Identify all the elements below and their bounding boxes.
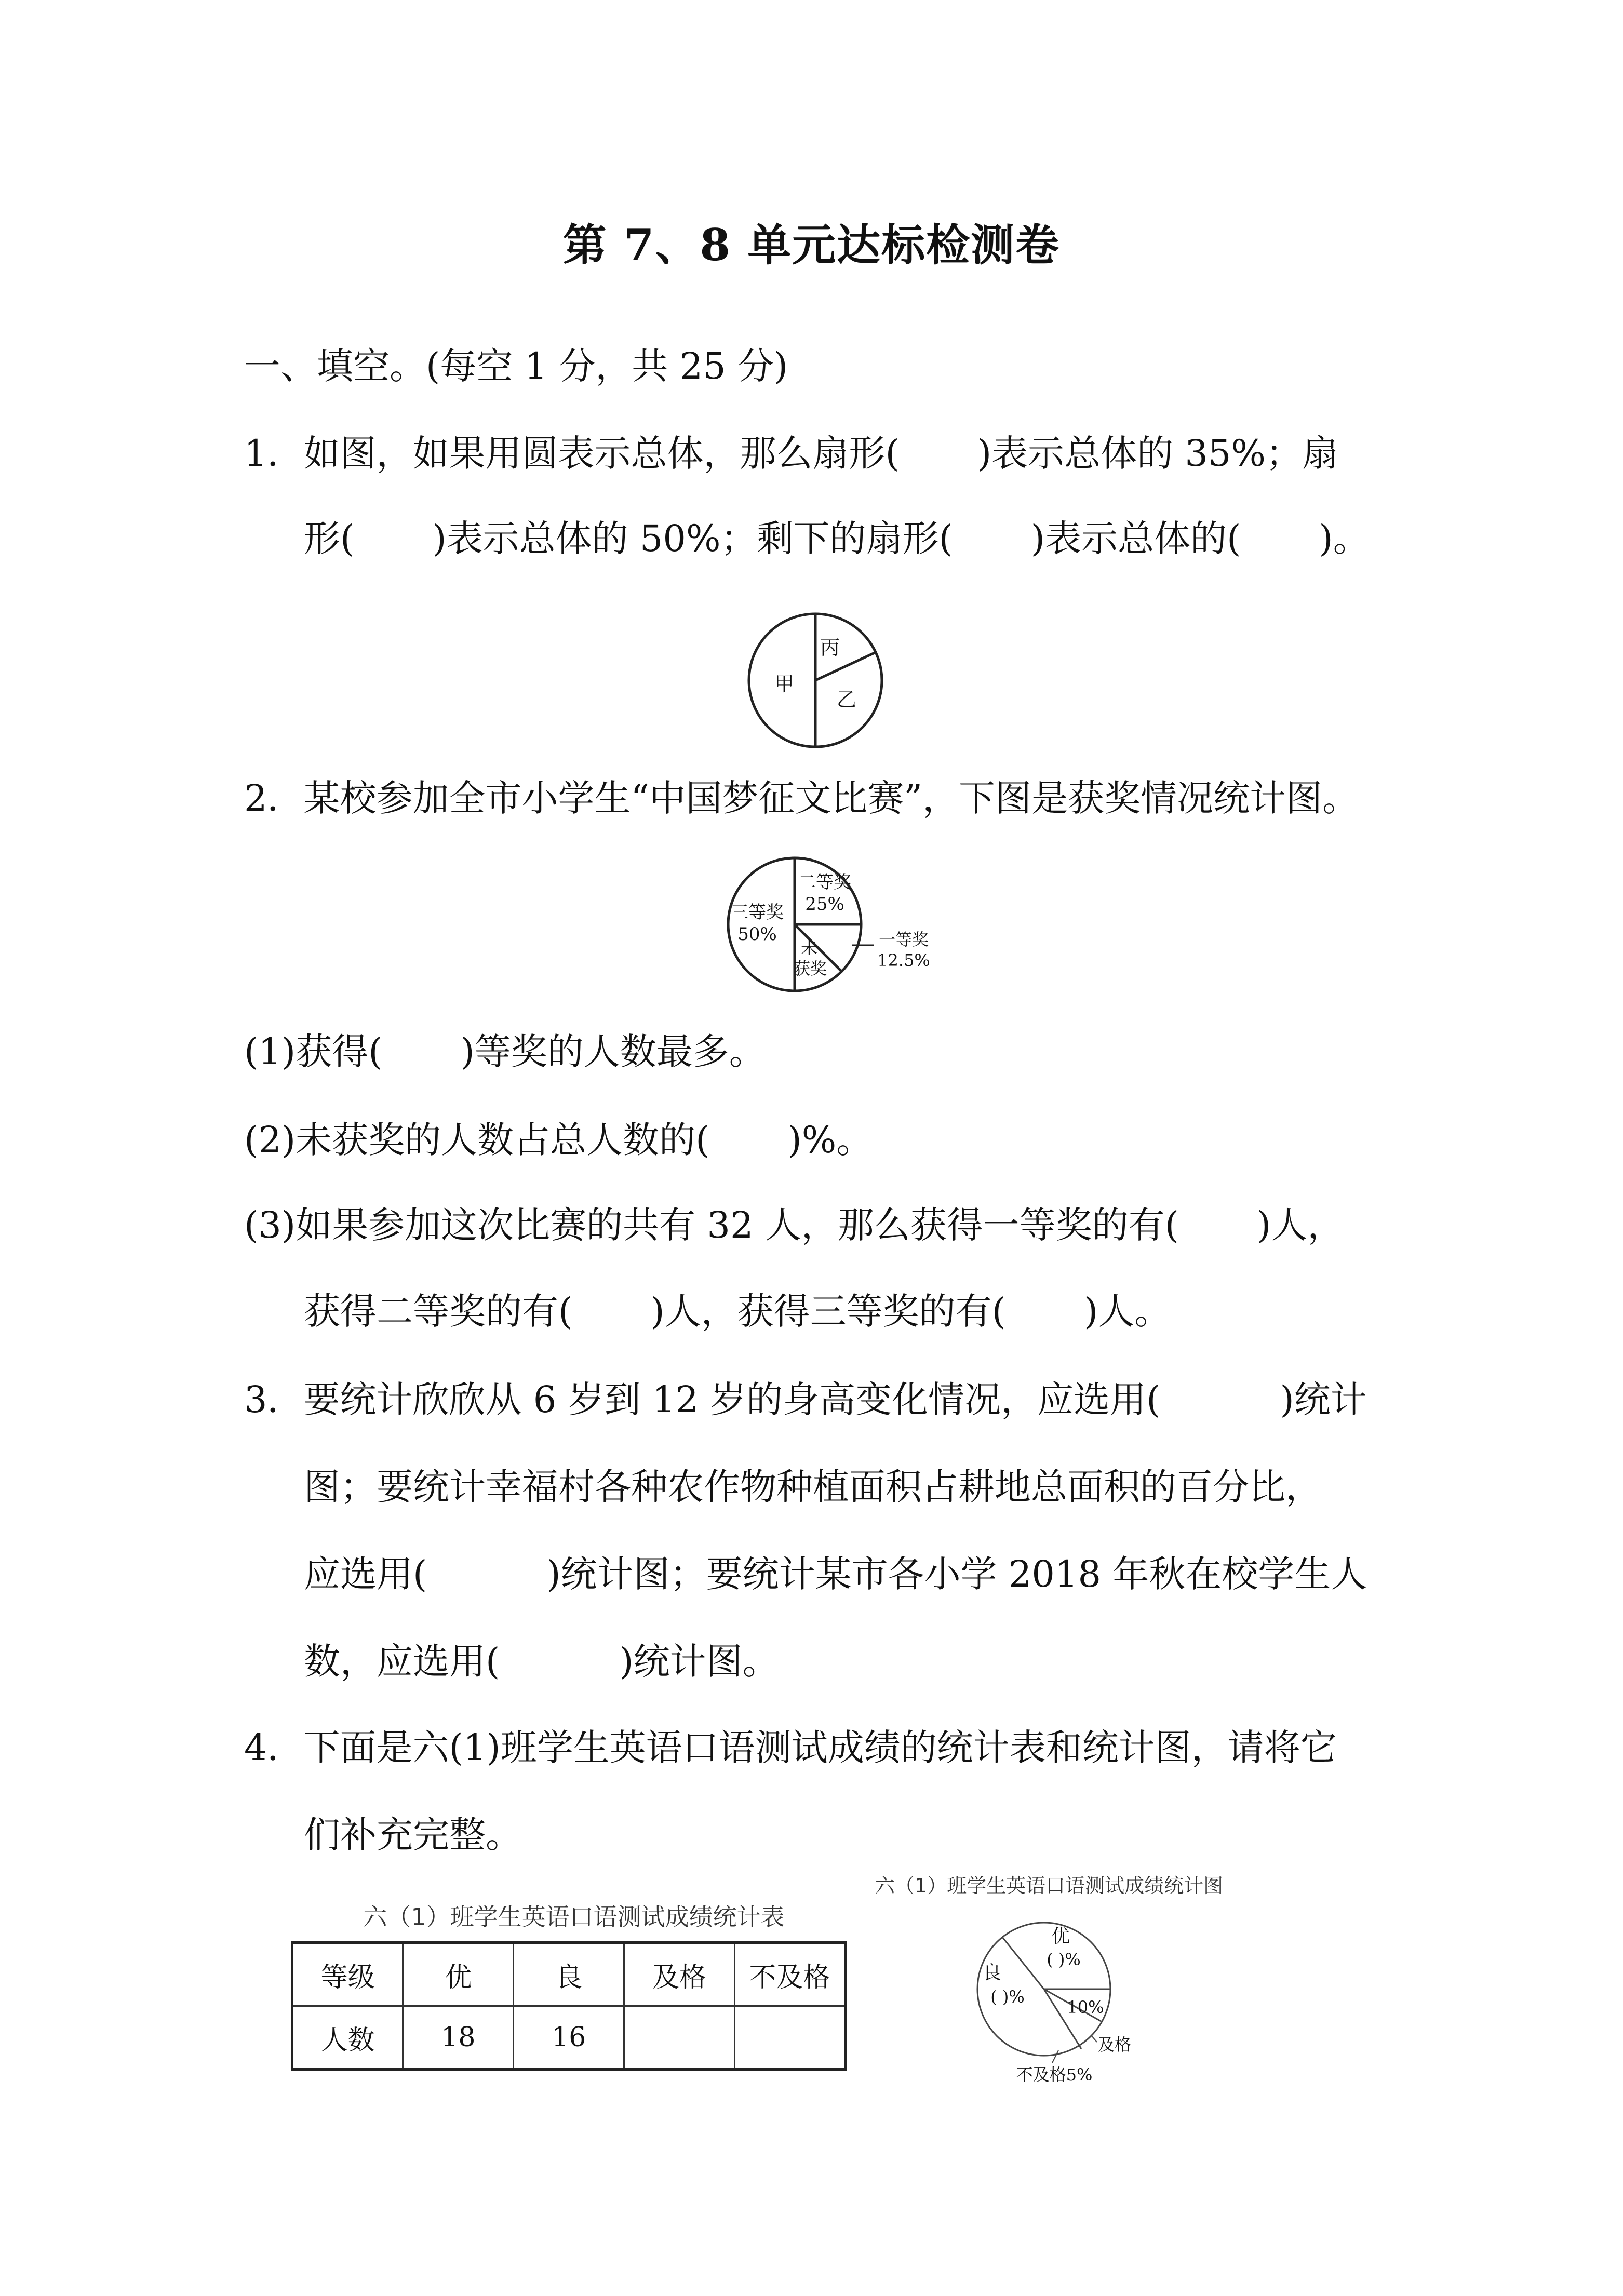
q2-sub3-line1: (3)如果参加这次比赛的共有 32 人，那么获得一等奖的有( )人，	[244, 1204, 1344, 1246]
pie-value-first: 12.5%	[877, 950, 930, 970]
leader-line	[1052, 2050, 1058, 2063]
table-title: 六（1）班学生英语口语测试成绩统计表	[363, 1903, 785, 1931]
pie-label-first: 一等奖	[878, 930, 929, 949]
q2-sub3-line2: 获得二等奖的有( )人，获得三等奖的有( )人。	[304, 1290, 1171, 1333]
table-cell: 等级	[292, 1943, 403, 2006]
table-cell-blank[interactable]	[734, 2006, 845, 2070]
table-cell: 优	[403, 1943, 514, 2006]
score-table	[291, 1941, 847, 2071]
table-cell: 及格	[624, 1943, 734, 2006]
q3-line3: 应选用( )统计图；要统计某市各小学 2018 年秋在校学生人	[304, 1553, 1367, 1595]
pie-label-liang: 良	[982, 1962, 1002, 1983]
chart-title: 六（1）班学生英语口语测试成绩统计图	[875, 1874, 1224, 1897]
q4-line1: 4．下面是六(1)班学生英语口语测试成绩的统计表和统计图，请将它	[244, 1726, 1337, 1769]
score-pie-chart	[945, 1901, 1163, 2098]
leader-line	[1091, 2035, 1097, 2042]
table-cell: 16	[514, 2006, 624, 2070]
table-cell-blank[interactable]	[624, 2006, 734, 2070]
table-row	[292, 2006, 846, 2070]
section-heading: 一、填空。(每空 1 分，共 25 分)	[244, 345, 788, 387]
q1-pie-chart	[737, 602, 893, 758]
pie-value-second: 25%	[805, 894, 844, 915]
pie-value-third: 50%	[737, 924, 777, 945]
q3-line4: 数，应选用( )统计图。	[304, 1640, 779, 1683]
pie-label-none-2: 获奖	[793, 959, 827, 978]
pie-divider	[1002, 1937, 1044, 1989]
q2-sub2: (2)未获奖的人数占总人数的( )%。	[244, 1119, 873, 1161]
table-cell: 人数	[292, 2006, 403, 2070]
pie-label-you: 优	[1051, 1926, 1070, 1947]
pie-label-yi: 乙	[836, 688, 857, 711]
pie-value-jige: 10%	[1067, 1997, 1104, 2017]
q3-line2: 图；要统计幸福村各种农作物种植面积占耕地总面积的百分比，	[304, 1466, 1322, 1508]
pie-label-second: 二等奖	[798, 872, 851, 893]
table-cell: 良	[514, 1943, 624, 2006]
q1-line2: 形( )表示总体的 50%；剩下的扇形( )表示总体的( )。	[304, 517, 1370, 560]
pie-label-none-1: 未	[800, 938, 818, 958]
pie-label-jige: 及格	[1097, 2035, 1132, 2055]
table-cell: 不及格	[734, 1943, 845, 2006]
pie-label-bing: 丙	[820, 636, 840, 659]
pie-value-liang: ( )%	[990, 1987, 1025, 2007]
pie-value-you: ( )%	[1047, 1950, 1081, 1969]
pie-label-third: 三等奖	[731, 902, 784, 923]
pie-label-bujige: 不及格5%	[1016, 2065, 1093, 2085]
q2-pie-chart	[686, 852, 976, 1002]
pie-label-jia: 甲	[774, 673, 795, 695]
table-header-row	[292, 1943, 846, 2006]
q4-line2: 们补充完整。	[304, 1814, 522, 1856]
q2-stem: 2．某校参加全市小学生“中国梦征文比赛”，下图是获奖情况统计图。	[244, 777, 1359, 820]
q3-line1: 3．要统计欣欣从 6 岁到 12 岁的身高变化情况，应选用( )统计	[244, 1378, 1367, 1421]
q1-line1: 1．如图，如果用圆表示总体，那么扇形( )表示总体的 35%；扇	[244, 432, 1339, 475]
q2-sub1: (1)获得( )等奖的人数最多。	[244, 1030, 766, 1073]
table-cell: 18	[403, 2006, 514, 2070]
page-title: 第 7、8 单元达标检测卷	[562, 219, 1061, 271]
